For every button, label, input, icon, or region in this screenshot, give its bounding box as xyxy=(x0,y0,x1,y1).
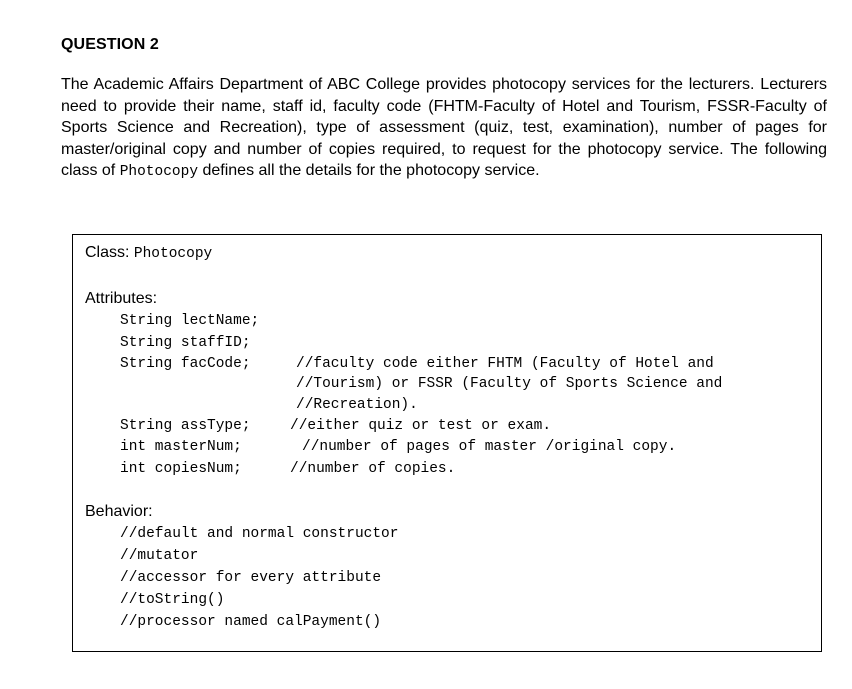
class-definition-box xyxy=(72,234,822,652)
behavior-constructor: //default and normal constructor xyxy=(120,526,399,542)
attribute-lectname: String lectName; xyxy=(120,313,260,329)
comment-faccode-line1: //faculty code either FHTM (Faculty of Hotel and xyxy=(296,356,714,372)
behavior-mutator: //mutator xyxy=(120,548,199,564)
behavior-tostring: //toString() xyxy=(120,592,225,608)
intro-text-part1: The Academic Affairs Department of ABC College provides photocopy services for the lecturers. Lecturers need to provide their name, staff id, faculty code (FHTM-Faculty of Hotel and Tourism, FSSR-Faculty of Sports Science and Recreation), type of assessment (quiz, test, examination), number of pages for master/original copy and number of copies required, to request for the photocopy service. The following class of xyxy=(61,76,827,179)
attribute-copiesnum: int copiesNum; xyxy=(120,461,242,477)
class-header xyxy=(85,243,212,264)
question-description xyxy=(61,74,827,184)
behavior-processor: //processor named calPayment() xyxy=(120,614,382,630)
comment-faccode-line2: //Tourism) or FSSR (Faculty of Sports Science and xyxy=(296,376,723,392)
comment-asstype: //either quiz or test or exam. xyxy=(290,418,552,434)
comment-masternum: //number of pages of master /original copy. xyxy=(302,439,677,455)
attribute-faccode: String facCode; xyxy=(120,356,251,372)
class-name: Photocopy xyxy=(133,246,213,262)
intro-class-name: Photocopy xyxy=(119,164,199,180)
attributes-label: Attributes: xyxy=(85,290,158,307)
intro-text-part2: defines all the details for the photocopy service. xyxy=(202,162,540,179)
attribute-asstype: String assType; xyxy=(120,418,251,434)
attribute-staffid: String staffID; xyxy=(120,335,251,351)
class-label: Class: xyxy=(85,244,130,261)
question-heading: QUESTION 2 xyxy=(61,36,159,53)
attribute-masternum: int masterNum; xyxy=(120,439,242,455)
behavior-label: Behavior: xyxy=(85,503,153,520)
comment-faccode-line3: //Recreation). xyxy=(296,397,418,413)
comment-copiesnum: //number of copies. xyxy=(290,461,456,477)
behavior-accessor: //accessor for every attribute xyxy=(120,570,382,586)
